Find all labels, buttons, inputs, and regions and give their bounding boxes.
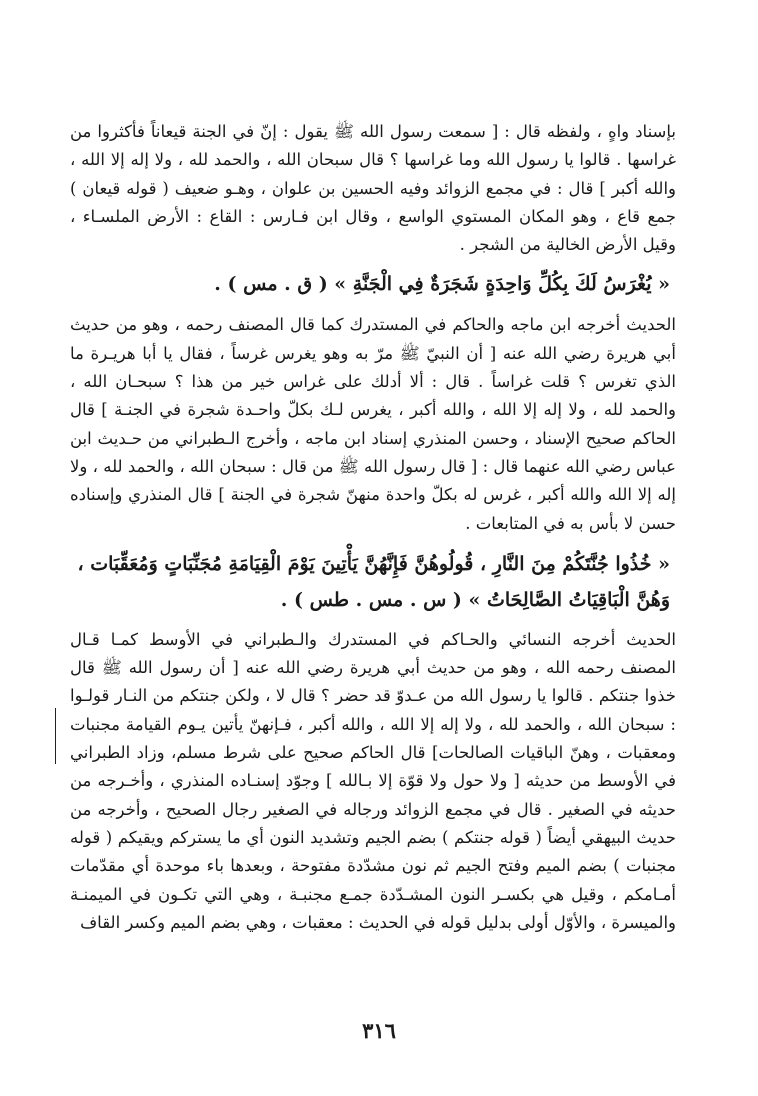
hadith-text-2: « خُذُوا جُنَّتَكُمْ مِنَ النَّارِ ، قُولُوهُنَّ فَإِنَّهُنَّ يَأْتِينَ يَوْمَ الْقِيَامَةِ مُجَنِّبَاتٍ وَمُعَقِّبَات ، وَهُنَّ الْبَاقِيَاتُ الصَّالِحَاتُ » ( س . مس . طس ) .	[77, 552, 670, 611]
paragraph-commentary-3: الحديث أخرجه النسائي والحـاكم في المستدرك والـطبراني في الأوسط كمـا قـال المصنف رحمه الله ، وهو من حديث أبي هريرة رضي الله عنه [ أن رسول الله ﷺ قال خذوا جنتكم . قالوا يا رسول الله من عـدوّ قد حضر ؟ قال لا ، ولكن جنتكم من النـار قولـوا : سبحان الله ، والحمد لله ، ولا إله إلا الله ، والله أكبر ، فـإنهنّ يأتين يـوم القيامة مجنبات ومعقبات ، وهنّ الباقيات الصالحات] قال الحاكم صحيح على شرط مسلم، وزاد الطبراني في الأوسط من حديثه [ ولا حول ولا قوّة إلا بـالله ] وجوّد إسنـاده المنذري ، وأخـرجه من حديثه في الصغير . قال في مجمع الزوائد ورجاله في الصغير رجال الصحيح ، وأخرجه من حديث البيهقي أيضاً ( قوله جنتكم ) بضم الجيم وتشديد النون أي ما يستركم ويقيكم ( قوله مجنبات ) بضم الميم وفتح الجيم ثم نون مشدّدة مفتوحة ، وبعدها باء موحدة أي مقدّمات أمـامكم ، وقيل هي بكسـر النون المشـدّدة جمـع مجنبـة ، وهي التي تكـون في الميمنـة والميسرة ، والأوّل أولى بدليل قوله في الحديث : معقبات ، وهي بضم الميم وكسر القاف	[70, 629, 676, 932]
hadith-text-1: « يُغْرَسُ لَكَ بِكُلِّ وَاحِدَةٍ شَجَرَةٌ فِي الْجَنَّةِ » ( ق . مس ) .	[214, 273, 670, 296]
paragraph-commentary-1: بإسناد واهٍ ، ولفظه قال : [ سمعت رسول الله ﷺ يقول : إنّ في الجنة قيعاناً فأكثروا من غراسها . قالوا يا رسول الله وما غراسها ؟ قال سبحان الله ، والحمد لله ، ولا إله إلا الله ، والله أكبر ] قال : في مجمع الزوائد وفيه الحسين بن علوان ، وهـو ضعيف ( قوله قيعان ) جمع قاع ، وهو المكان المستوي الواسع ، وقال ابن فـارس : القاع : الأرض الملسـاء ، وقيل الأرض الخالية من الشجر .	[70, 122, 676, 255]
paragraph-commentary-2: الحديث أخرجه ابن ماجه والحاكم في المستدرك كما قال المصنف رحمه ، وهو من حديث أبي هريرة رضي الله عنه [ أن النبيّ ﷺ مرّ به وهو يغرس غرساً ، فقال يا أبا هريـرة ما الذي تغرس ؟ قلت غراساً . قال : ألا أدلك على غراس خير من هذا ؟ سبحـان الله ، والحمد لله ، ولا إله إلا الله ، والله أكبر ، يغرس لـك بكلّ واحـدة شجرة في الجنـة ] قال الحاكم صحيح الإسناد ، وحسن المنذري إسناد ابن ماجه ، وأخرج الـطبراني من حـديث ابن عباس رضي الله عنهما قال : [ قال رسول الله ﷺ من قال : سبحان الله ، والحمد لله ، ولا إله إلا الله والله أكبر ، غرس له بكلّ واحدة منهنّ شجرة في الجنة ] قال المنذري وإسناده حسن لا بأس به في المتابعات .	[70, 315, 676, 533]
page-number: ٣١٦	[362, 1018, 396, 1043]
margin-line	[55, 708, 56, 764]
page-body	[70, 118, 676, 937]
